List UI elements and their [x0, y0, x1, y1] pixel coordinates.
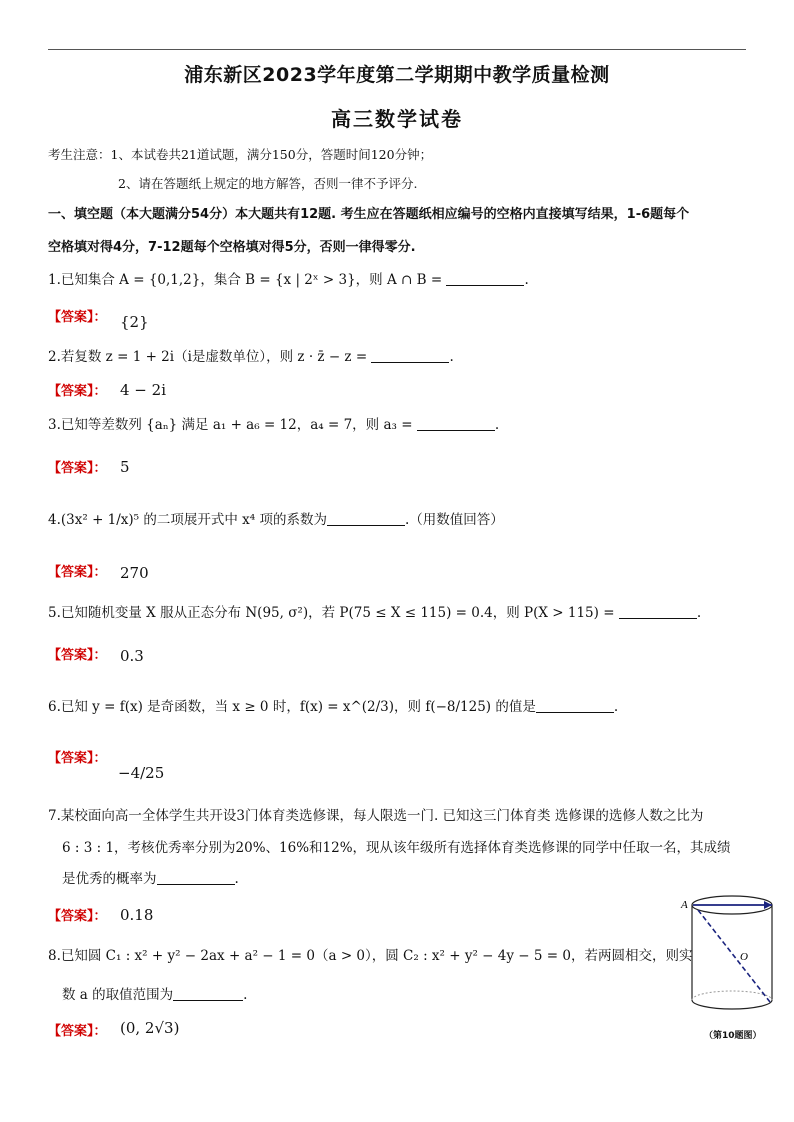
- cylinder-figure: [676, 880, 786, 1030]
- question-text: 已知集合 A = {0,1,2}，集合 B = {x | 2ˣ > 3}，则 A ∩ B =: [60, 272, 447, 288]
- cylinder-bottom-back-arc: [692, 991, 772, 1000]
- answer-tag: 【答案】：: [48, 310, 107, 325]
- exam-subtitle: 高三数学试卷: [331, 107, 463, 131]
- diagonal-dashed-line: [698, 910, 770, 1002]
- question-8-line-2: [62, 985, 247, 1005]
- answer-row-8: [48, 1020, 107, 1039]
- answer-tag: 【答案】：: [48, 461, 107, 476]
- answer-tag: 【答案】：: [48, 751, 107, 766]
- question-end: .: [449, 349, 454, 365]
- question-5: [48, 603, 701, 623]
- answer-7: 0.18: [120, 906, 154, 924]
- question-number: 4.: [48, 512, 61, 528]
- answer-blank: [536, 698, 614, 713]
- answer-row-4: [48, 561, 107, 580]
- question-number: 1.: [48, 272, 61, 288]
- answer-blank: [619, 604, 697, 619]
- question-end: .: [243, 987, 248, 1003]
- answer-row-5: [48, 644, 107, 663]
- answer-4: 270: [120, 564, 149, 582]
- question-end: .（用数值回答）: [405, 512, 504, 528]
- question-number: 5.: [48, 605, 61, 621]
- question-text: 已知随机变量 X 服从正态分布 N(95, σ²)，若 P(75 ≤ X ≤ 115) = 0.4，则 P(X > 115) =: [60, 605, 619, 621]
- answer-tag: 【答案】：: [48, 384, 107, 399]
- answer-8: (0, 2√3): [120, 1019, 180, 1037]
- section-1-instructions-line-2: 空格填对得4分，7-12题每个空格填对得5分，否则一律得零分.: [48, 240, 416, 255]
- question-7-line-1: [48, 806, 703, 826]
- question-end: .: [494, 417, 500, 433]
- answer-blank: [417, 416, 495, 431]
- question-end: .: [524, 272, 529, 288]
- question-1: [48, 270, 529, 290]
- answer-row-3: [48, 457, 107, 476]
- question-7-line-2: 6 : 3 : 1，考核优秀率分别为20%、16%和12%，现从该年级所有选择体育类选修课的同学中任取一名，其成绩: [62, 840, 731, 856]
- question-text: 数 a 的取值范围为: [62, 987, 174, 1003]
- question-number: 3.: [48, 417, 61, 433]
- question-text: 某校面向高一全体学生共开设3门体育类选修课，每人限选一门. 已知这三门体育类 选修课的选修人数之比为: [60, 808, 704, 824]
- question-7-line-3: [62, 869, 239, 889]
- figure-caption: （第10题图）: [704, 1031, 762, 1041]
- question-8-line-1: [48, 946, 692, 966]
- question-end: .: [234, 871, 239, 887]
- answer-row-7: [48, 905, 107, 924]
- header-rule: [48, 49, 746, 50]
- answer-blank: [446, 271, 524, 286]
- answer-tag: 【答案】：: [48, 648, 107, 663]
- question-text: 是优秀的概率为: [62, 871, 157, 887]
- answer-5: 0.3: [120, 647, 144, 665]
- question-text: 已知圆 C₁ : x² + y² − 2ax + a² − 1 = 0（a > 0），圆 C₂ : x² + y² − 4y − 5 = 0，若两圆相交，则实: [60, 948, 693, 964]
- question-text: (3x² + 1/x)⁵ 的二项展开式中 x⁴ 项的系数为: [60, 512, 327, 528]
- question-number: 8.: [48, 948, 61, 964]
- cylinder-bottom-front-arc: [692, 1000, 772, 1009]
- answer-3: 5: [120, 458, 130, 476]
- question-text: 已知等差数列 {aₙ} 满足 a₁ + a₆ = 12，a₄ = 7，则 a₃ =: [60, 417, 417, 433]
- notice-line-1: 考生注意：1、本试卷共21道试题，满分150分，答题时间120分钟；: [48, 147, 433, 162]
- answer-row-2: [48, 380, 107, 399]
- answer-2: 4 − 2i: [120, 381, 166, 399]
- answer-tag: 【答案】：: [48, 909, 107, 924]
- label-o: O: [740, 951, 748, 963]
- question-end: .: [696, 605, 702, 621]
- exam-title: 浦东新区2023学年度第二学期期中教学质量检测: [184, 64, 610, 86]
- answer-row-1: [48, 306, 107, 325]
- answer-tag: 【答案】：: [48, 565, 107, 580]
- answer-tag: 【答案】：: [48, 1024, 107, 1039]
- question-number: 2.: [48, 349, 61, 365]
- section-1-instructions-line-1: 一、填空题（本大题满分54分）本大题共有12题. 考生应在答题纸相应编号的空格内直接填写结果，1-6题每个: [48, 207, 690, 222]
- answer-row-6: [48, 747, 107, 766]
- answer-blank: [157, 870, 235, 885]
- answer-blank: [327, 511, 405, 526]
- question-number: 6.: [48, 699, 61, 715]
- question-3: [48, 415, 499, 435]
- question-number: 7.: [48, 808, 61, 824]
- answer-blank: [371, 348, 449, 363]
- label-a: A: [681, 899, 688, 911]
- question-text: 若复数 z = 1 + 2i（i是虚数单位），则 z · z̄ − z =: [60, 349, 372, 365]
- answer-1: {2}: [120, 313, 149, 331]
- question-6: [48, 697, 618, 717]
- question-2: [48, 347, 454, 367]
- question-4: [48, 510, 504, 530]
- question-text: 已知 y = f(x) 是奇函数，当 x ≥ 0 时，f(x) = x^(2/3)，则 f(−8/125) 的值是: [60, 699, 536, 715]
- answer-blank: [173, 986, 243, 1001]
- notice-line-2: 2、请在答题纸上规定的地方解答，否则一律不予评分.: [118, 176, 418, 191]
- question-end: .: [613, 699, 619, 715]
- answer-6: −4/25: [118, 764, 165, 782]
